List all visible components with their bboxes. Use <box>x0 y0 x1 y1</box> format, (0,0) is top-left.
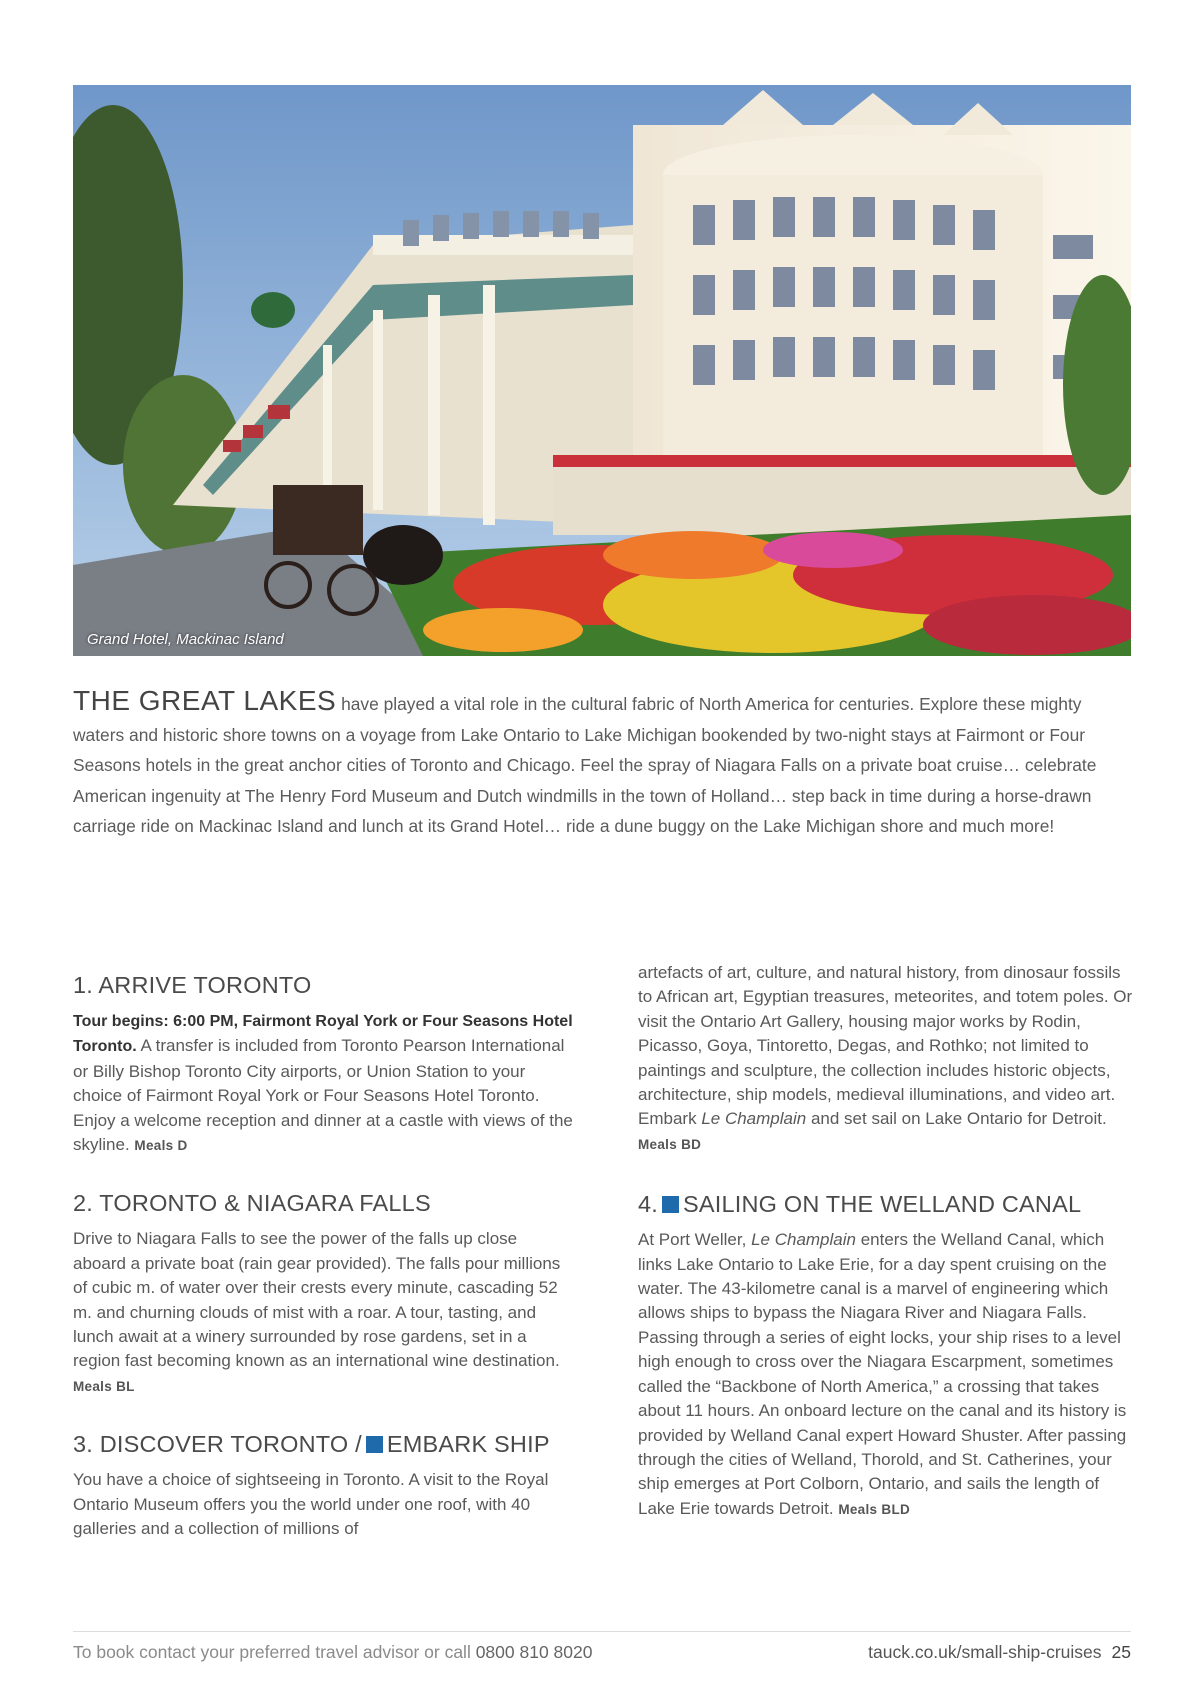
footer-url[interactable]: tauck.co.uk/small-ship-cruises <box>868 1642 1102 1662</box>
day-4 <box>638 1191 1138 1522</box>
day-3-ship-name: Le Champlain <box>701 1109 807 1129</box>
footer-divider <box>73 1631 1131 1632</box>
day-3-meals: Meals BD <box>638 1136 702 1152</box>
ship-square-icon <box>662 1196 679 1213</box>
day-2-meals: Meals BL <box>73 1378 135 1394</box>
day-2 <box>73 1190 573 1399</box>
day-3-title <box>73 1431 573 1458</box>
footer-contact <box>73 1642 593 1663</box>
page-number: 25 <box>1111 1642 1131 1662</box>
day-1-title: 1. ARRIVE TORONTO <box>73 972 312 998</box>
day-2-body <box>73 1227 573 1399</box>
day-1-body <box>73 1009 573 1158</box>
grand-hotel-illustration <box>73 85 1131 656</box>
intro-text: have played a vital role in the cultural fabric of North America for centuries. Explore these mighty waters and historic shore towns on a voyage from Lake Ontario to Lake Michigan bookended by two-night stays at Fairmont or Four Seasons hotels in the great anchor cities of Toronto and Chicago. Feel the spray of Niagara Falls on a private boat cruise… celebrate American ingenuity at The Henry Ford Museum and Dutch windmills in the town of Holland… step back in time during a horse-drawn carriage ride on Mackinac Island and lunch at its Grand Hotel… ride a dune buggy on the Lake Michigan shore and much more! <box>73 694 1097 836</box>
day-4-text-a: At Port Weller, <box>638 1230 747 1250</box>
day-3 <box>73 1431 573 1541</box>
day-4-meals: Meals BLD <box>838 1501 911 1517</box>
day-1-start: Tour begins: 6:00 PM, Fairmont Royal York or Four Seasons Hotel Toronto. <box>73 1013 573 1056</box>
footer-right <box>868 1642 1131 1663</box>
intro-lead: THE GREAT LAKES <box>73 685 337 716</box>
footer-phone[interactable]: 0800 810 8020 <box>475 1642 593 1662</box>
day-4-ship-name: Le Champlain <box>751 1230 856 1250</box>
photo-caption: Grand Hotel, Mackinac Island <box>87 631 284 648</box>
day-3-continued <box>638 961 1138 1157</box>
day-3-title-a: 3. DISCOVER TORONTO / <box>73 1431 362 1458</box>
day-1 <box>73 972 573 1158</box>
itinerary-right-column <box>638 963 1138 1554</box>
ship-square-icon <box>366 1436 383 1453</box>
day-3-text-a: You have a choice of sightseeing in Toronto. A visit to the Royal Ontario Museum offers you the world under one roof, with 40 galleries and a collection of millions of <box>73 1470 549 1539</box>
day-4-title-a: 4. <box>638 1191 658 1218</box>
day-4-text-b: enters the Welland Canal, which links Lake Ontario to Lake Erie, for a day spent cruising on the water. The 43-kilometre canal is a marvel of engineering which allows ships to bypass the Niagara River and Niagara Falls. Passing through a series of eight locks, your ship rises to a level high enough to cross over the Niagara Escarpment, sometimes called the “Backbone of North America,” a crossing that takes about 11 hours. An onboard lecture on the canal and its history is provided by Welland Canal expert Howard Shuster. After passing through the cities of Welland, Thorold, and St. Catherines, your ship emerges at Port Colborn, Ontario, and sails the length of Lake Erie towards Detroit. <box>638 1230 1127 1518</box>
day-3-title-b: EMBARK SHIP <box>386 1431 550 1458</box>
day-1-text: A transfer is included from Toronto Pearson International or Billy Bishop Toronto City airports, or Union Station to your choice of Fairmont Royal York or Four Seasons Hotel Toronto. Enjoy a welcome reception and dinner at a castle with views of the skyline. <box>73 1036 573 1155</box>
intro-paragraph <box>73 686 1131 842</box>
day-3-body-a <box>73 1468 573 1541</box>
day-3-text-c: and set sail on Lake Ontario for Detroit. <box>810 1109 1107 1129</box>
day-3-body-b <box>638 961 1138 1157</box>
day-4-body <box>638 1228 1138 1522</box>
itinerary-left-column <box>73 972 573 1574</box>
day-4-title-b: SAILING ON THE WELLAND CANAL <box>683 1191 1082 1218</box>
day-4-title <box>638 1191 1138 1218</box>
hero-photo <box>73 85 1131 656</box>
day-2-text: Drive to Niagara Falls to see the power of the falls up close aboard a private boat (rain gear provided). The falls pour millions of cubic m. of water over their crests every minute, cascading 52 m. and churning clouds of mist with a roar. A tour, tasting, and lunch await at a winery surrounded by rose gardens, set in a region fast becoming known as an international wine destination. <box>73 1229 561 1371</box>
day-1-meals: Meals D <box>134 1138 188 1154</box>
footer-contact-text: To book contact your preferred travel advisor or call <box>73 1642 471 1662</box>
day-2-title: 2. TORONTO & NIAGARA FALLS <box>73 1190 431 1217</box>
day-3-text-b: artefacts of art, culture, and natural history, from dinosaur fossils to African art, Egyptian treasures, meteorites, and totem poles. Or visit the Ontario Art Gallery, housing major works by Rodin, Picasso, Goya, Tintoretto, Degas, and Rothko; not limited to paintings and sculpture, the collection includes historic objects, architecture, ship models, medieval illuminations, and video art. Embark <box>638 963 1133 1129</box>
